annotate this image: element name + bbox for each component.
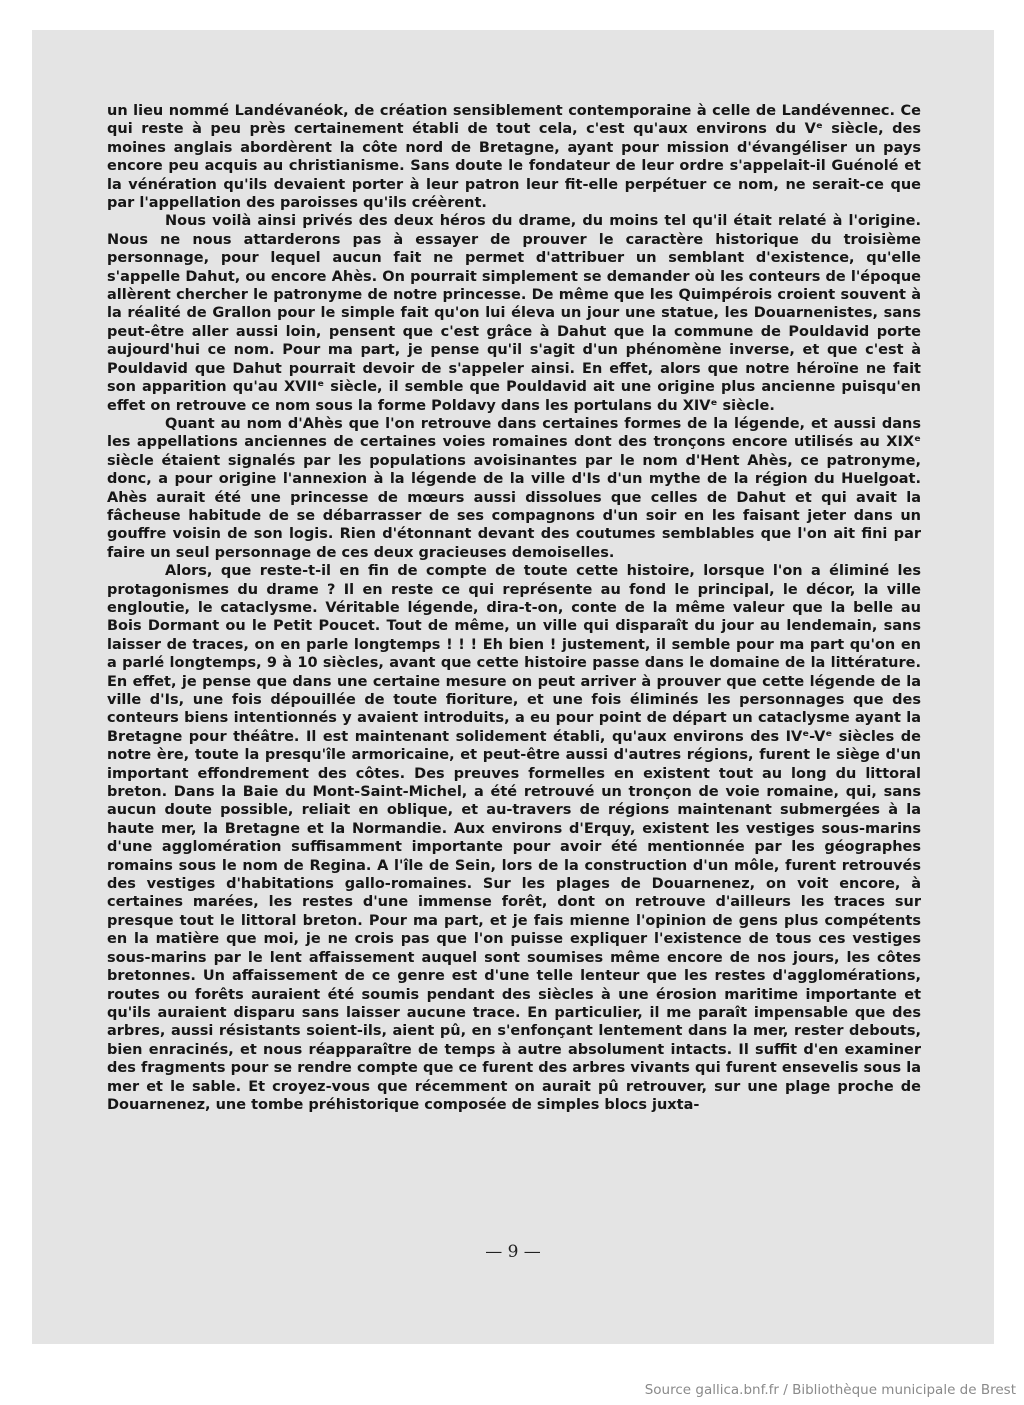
paragraph-4: Alors, que reste-t-il en fin de compte de toute cette histoire, lorsque l'on a éliminé les protagonismes du drame ? Il en reste ce qui représente au fond le principal, le décor, la ville engloutie, le cataclysme. Véritable légende, dira-t-on, conte de la même valeur que la belle au Bois Dormant ou le Petit Poucet. Tout de même, un ville qui disparaît du jour au lendemain, sans laisser de traces, on en parle longtemps ! ! ! Eh bien ! justement, il semble pour ma part qu'on en a parlé longtemps, 9 à 10 siècles, avant que cette histoire passe dans le domaine de la littérature. En effet, je pense que dans une certaine mesure on peut arriver à prouver que cette légende de la ville d'Is, une fois dépouillée de toute fioriture, et une fois éliminés les personnages que des conteurs biens intentionnés y avaient introduits, a eu pour point de départ un cataclysme ayant la Bretagne pour théâtre. Il est maintenant solidement établi, qu'aux environs des IVᵉ-Vᵉ siècles de notre ère, toute la presqu'île armoricaine, et peut-être aussi d'autres régions, furent le siège d'un important effondrement des côtes. Des preuves formelles en existent tout au long du littoral breton. Dans la Baie du Mont-Saint-Michel, a été retrouvé un tronçon de voie romaine, qui, sans aucun doute possible, reliait en oblique, et au-travers de régions maintenant submergées à la haute mer, la Bretagne et la Normandie. Aux environs d'Erquy, existent les vestiges sous-marins d'une agglomération suffisamment importante pour avoir été mentionnée par les géographes romains sous le nom de Regina. A l'île de Sein, lors de la construction d'un môle, furent retrouvés des vestiges d'habitations gallo-romaines. Sur les plages de Douarnenez, on voit encore, à certaines marées, les restes d'une immense forêt, dont on retrouve d'ailleurs les traces sur presque tout le littoral breton. Pour ma part, et je fais mienne l'opinion de gens plus compétents en la matière que moi, je ne crois pas que l'on puisse expliquer l'existence de tous ces vestiges sous-marins par le lent affaissement auquel sont soumises même encore de nos jours, les côtes bretonnes. Un affaissement de ce genre est d'une telle lenteur que les restes d'agglomérations, routes ou forêts auraient été soumis pendant des siècles à une érosion maritime importante et qu'ils auraient disparu sans laisser aucune trace. En particulier, il me paraît impensable que des arbres, aussi résistants soient-ils, aient pû, en s'enfonçant lentement dans la mer, rester debouts, bien enracinés, et nous réapparaître de temps à autre absolument intacts. Il suffit d'en examiner des fragments pour se rendre compte que ce furent des arbres vivants qui furent ensevelis sous la mer et le sable. Et croyez-vous que récemment on aurait pû retrouver, sur une plage proche de Douarnenez, une tombe préhistorique composée de simples blocs juxta- [107,563,921,1113]
paragraph-2: Nous voilà ainsi privés des deux héros du drame, du moins tel qu'il était relaté à l'origine. Nous ne nous attarderons pas à essayer de prouver le caractère historique du troisième personnage, pour lequel aucun fait ne permet d'attribuer un semblant d'existence, qu'elle s'appelle Dahut, ou encore Ahès. On pourrait simplement se demander où les conteurs de l'époque allèrent chercher le patronyme de notre princesse. De même que les Quimpérois croient souvent à la réalité de Grallon pour le simple fait qu'on lui éleva un jour une statue, les Douarnenistes, sans peut-être aller aussi loin, pensent que c'est grâce à Dahut que la commune de Pouldavid porte aujourd'hui ce nom. Pour ma part, je pense qu'il s'agit d'un phénomène inverse, et que c'est à Pouldavid que Dahut pourrait devoir de s'appeler ainsi. En effet, alors que notre héroïne ne fait son apparition qu'au XVIIᵉ siècle, il semble que Pouldavid ait une origine plus ancienne puisqu'en effet on retrouve ce nom sous la forme Poldavy dans les portulans du XIVᵉ siècle. [107,213,921,414]
scanned-page [32,30,994,1344]
body-text [107,102,921,1114]
paragraph-1: un lieu nommé Landévanéok, de création sensiblement contemporaine à celle de Landévennec. Ce qui reste à peu près certainement établi de tout cela, c'est qu'aux environs du Vᵉ siècle, des moines anglais abordèrent la côte nord de Bretagne, ayant pour mission d'évangéliser un pays encore peu acquis au christianisme. Sans doute le fondateur de leur ordre s'appelait-il Guénolé et la vénération qu'ils devaient porter à leur patron leur fit-elle perpétuer ce nom, ne serait-ce que par l'appellation des paroisses qu'ils créèrent. [107,103,921,212]
source-credit: Source gallica.bnf.fr / Bibliothèque municipale de Brest [644,1382,1016,1398]
page-number: — 9 — [485,1242,541,1262]
paragraph-3: Quant au nom d'Ahès que l'on retrouve dans certaines formes de la légende, et aussi dans les appellations anciennes de certaines voies romaines dont des tronçons encore utilisés au XIXᵉ siècle étaient signalés par les populations avoisinantes par le nom d'Hent Ahès, ce patronyme, donc, a pour origine l'annexion à la légende de la ville d'Is d'un mythe de la région du Huelgoat. Ahès aurait été une princesse de mœurs aussi dissolues que celles de Dahut et qui avait la fâcheuse habitude de se débarrasser de ses compagnons d'un soir en les faisant jeter dans un gouffre voisin de son logis. Rien d'étonnant devant des coutumes semblables que l'on ait fini par faire un seul personnage de ces deux gracieuses demoiselles. [107,415,921,561]
